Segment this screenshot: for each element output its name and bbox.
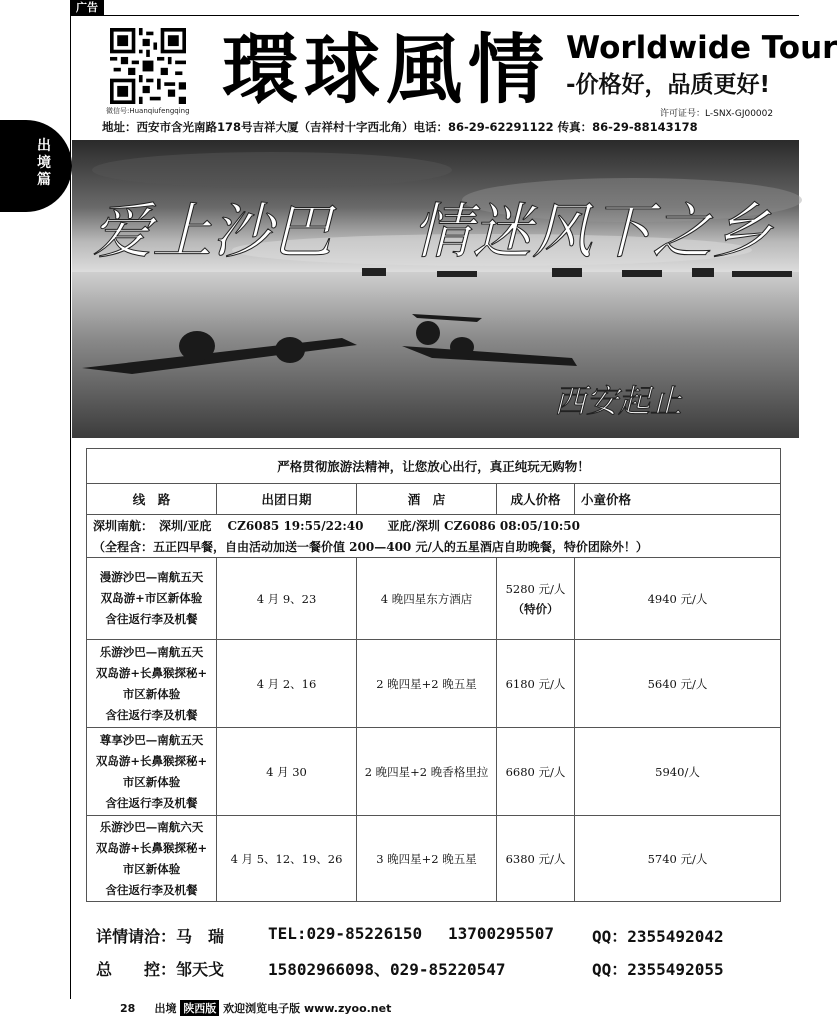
package-includes: （全程含：五正四早餐，自由活动加送一餐价值 200—400 元/人的五星酒店自助晚餐，特价团除外！） xyxy=(87,535,781,558)
table-row xyxy=(87,816,781,902)
dates-cell: 4 月 30 xyxy=(217,728,357,816)
contact-mobile-1: 13700295507 xyxy=(448,924,554,943)
route-cell: 乐游沙巴—南航五天 双岛游+长鼻猴探秘+ 市区新体验 含往返行李及机餐 xyxy=(87,640,217,728)
dates-cell: 4 月 9、23 xyxy=(217,558,357,640)
adult-price-cell: 6380 元/人 xyxy=(497,816,575,902)
brand-name: 環球風情 xyxy=(222,25,550,114)
column-header: 酒 店 xyxy=(357,484,497,515)
table-notice: 严格贯彻旅游法精神，让您放心出行，真正纯玩无购物！ xyxy=(87,449,781,484)
section-tab-label: 出境篇 xyxy=(37,138,51,188)
section-tab xyxy=(0,120,72,212)
child-price-cell: 5740 元/人 xyxy=(575,816,781,902)
adult-price-cell: 6180 元/人 xyxy=(497,640,575,728)
dates-cell: 4 月 5、12、19、26 xyxy=(217,816,357,902)
brand-slogan: -价格好，品质更好! xyxy=(566,72,771,98)
contact-label-1: 详情请洽：马 瑞 xyxy=(96,927,225,946)
address-line: 地址：西安市含光南路178号吉祥大厦（吉祥村十字西北角）电话：86-29-62291122 传真：86-29-88143178 xyxy=(102,120,698,134)
qr-code-icon xyxy=(110,28,186,104)
contact-qq-2: QQ：2355492055 xyxy=(592,960,724,979)
contact-label-2: 总 控：邹天戈 xyxy=(96,960,225,979)
table-row xyxy=(87,728,781,816)
footer-section: 出境 xyxy=(154,1002,177,1015)
hotel-cell: 2 晚四星+2 晚香格里拉 xyxy=(357,728,497,816)
column-header: 出团日期 xyxy=(217,484,357,515)
flight-info: 深圳南航： 深圳/亚庇 CZ6085 19:55/22:40 亚庇/深圳 CZ6086 08:05/10:50 xyxy=(87,515,781,536)
page-footer xyxy=(120,1000,391,1016)
column-header: 小童价格 xyxy=(575,484,781,515)
table-row xyxy=(87,558,781,640)
child-price-cell: 5640 元/人 xyxy=(575,640,781,728)
adult-price-cell: 5280 元/人 （特价） xyxy=(497,558,575,640)
brand-english: Worldwide Tour xyxy=(566,30,837,66)
column-header: 线 路 xyxy=(87,484,217,515)
route-cell: 漫游沙巴—南航五天 双岛游+市区新体验 含往返行李及机餐 xyxy=(87,558,217,640)
child-price-cell: 4940 元/人 xyxy=(575,558,781,640)
hero-departure: 西安起止 xyxy=(554,382,683,420)
hotel-cell: 3 晚四星+2 晚五星 xyxy=(357,816,497,902)
license-number: 许可证号：L-SNX-GJ00002 xyxy=(660,109,774,119)
hero-title-left: 爱上沙巴 xyxy=(92,197,332,267)
child-price-cell: 5940/人 xyxy=(575,728,781,816)
adult-price-cell: 6680 元/人 xyxy=(497,728,575,816)
column-header: 成人价格 xyxy=(497,484,575,515)
contact-tel-1: TEL:029-85226150 xyxy=(268,924,423,943)
ad-tag: 广告 xyxy=(70,0,104,16)
qr-caption: 微信号:Huanqiufengqing xyxy=(106,107,190,115)
itinerary-table xyxy=(86,448,781,902)
contact-tel-2: 15802966098、029-85220547 xyxy=(268,960,506,979)
route-cell: 尊享沙巴—南航五天 双岛游+长鼻猴探秘+ 市区新体验 含往返行李及机餐 xyxy=(87,728,217,816)
page-number: 28 xyxy=(120,1002,136,1015)
route-cell: 乐游沙巴—南航六天 双岛游+长鼻猴探秘+ 市区新体验 含往返行李及机餐 xyxy=(87,816,217,902)
contact-qq-1: QQ：2355492042 xyxy=(592,927,724,946)
hero-title-right: 情迷风下之乡 xyxy=(412,197,772,267)
table-row xyxy=(87,640,781,728)
hero-photo xyxy=(72,140,799,438)
hotel-cell: 2 晚四星+2 晚五星 xyxy=(357,640,497,728)
hotel-cell: 4 晚四星东方酒店 xyxy=(357,558,497,640)
footer-edition: 陕西版 xyxy=(180,1000,219,1016)
footer-link[interactable]: 欢迎浏览电子版 www.zyoo.net xyxy=(223,1002,392,1015)
dates-cell: 4 月 2、16 xyxy=(217,640,357,728)
